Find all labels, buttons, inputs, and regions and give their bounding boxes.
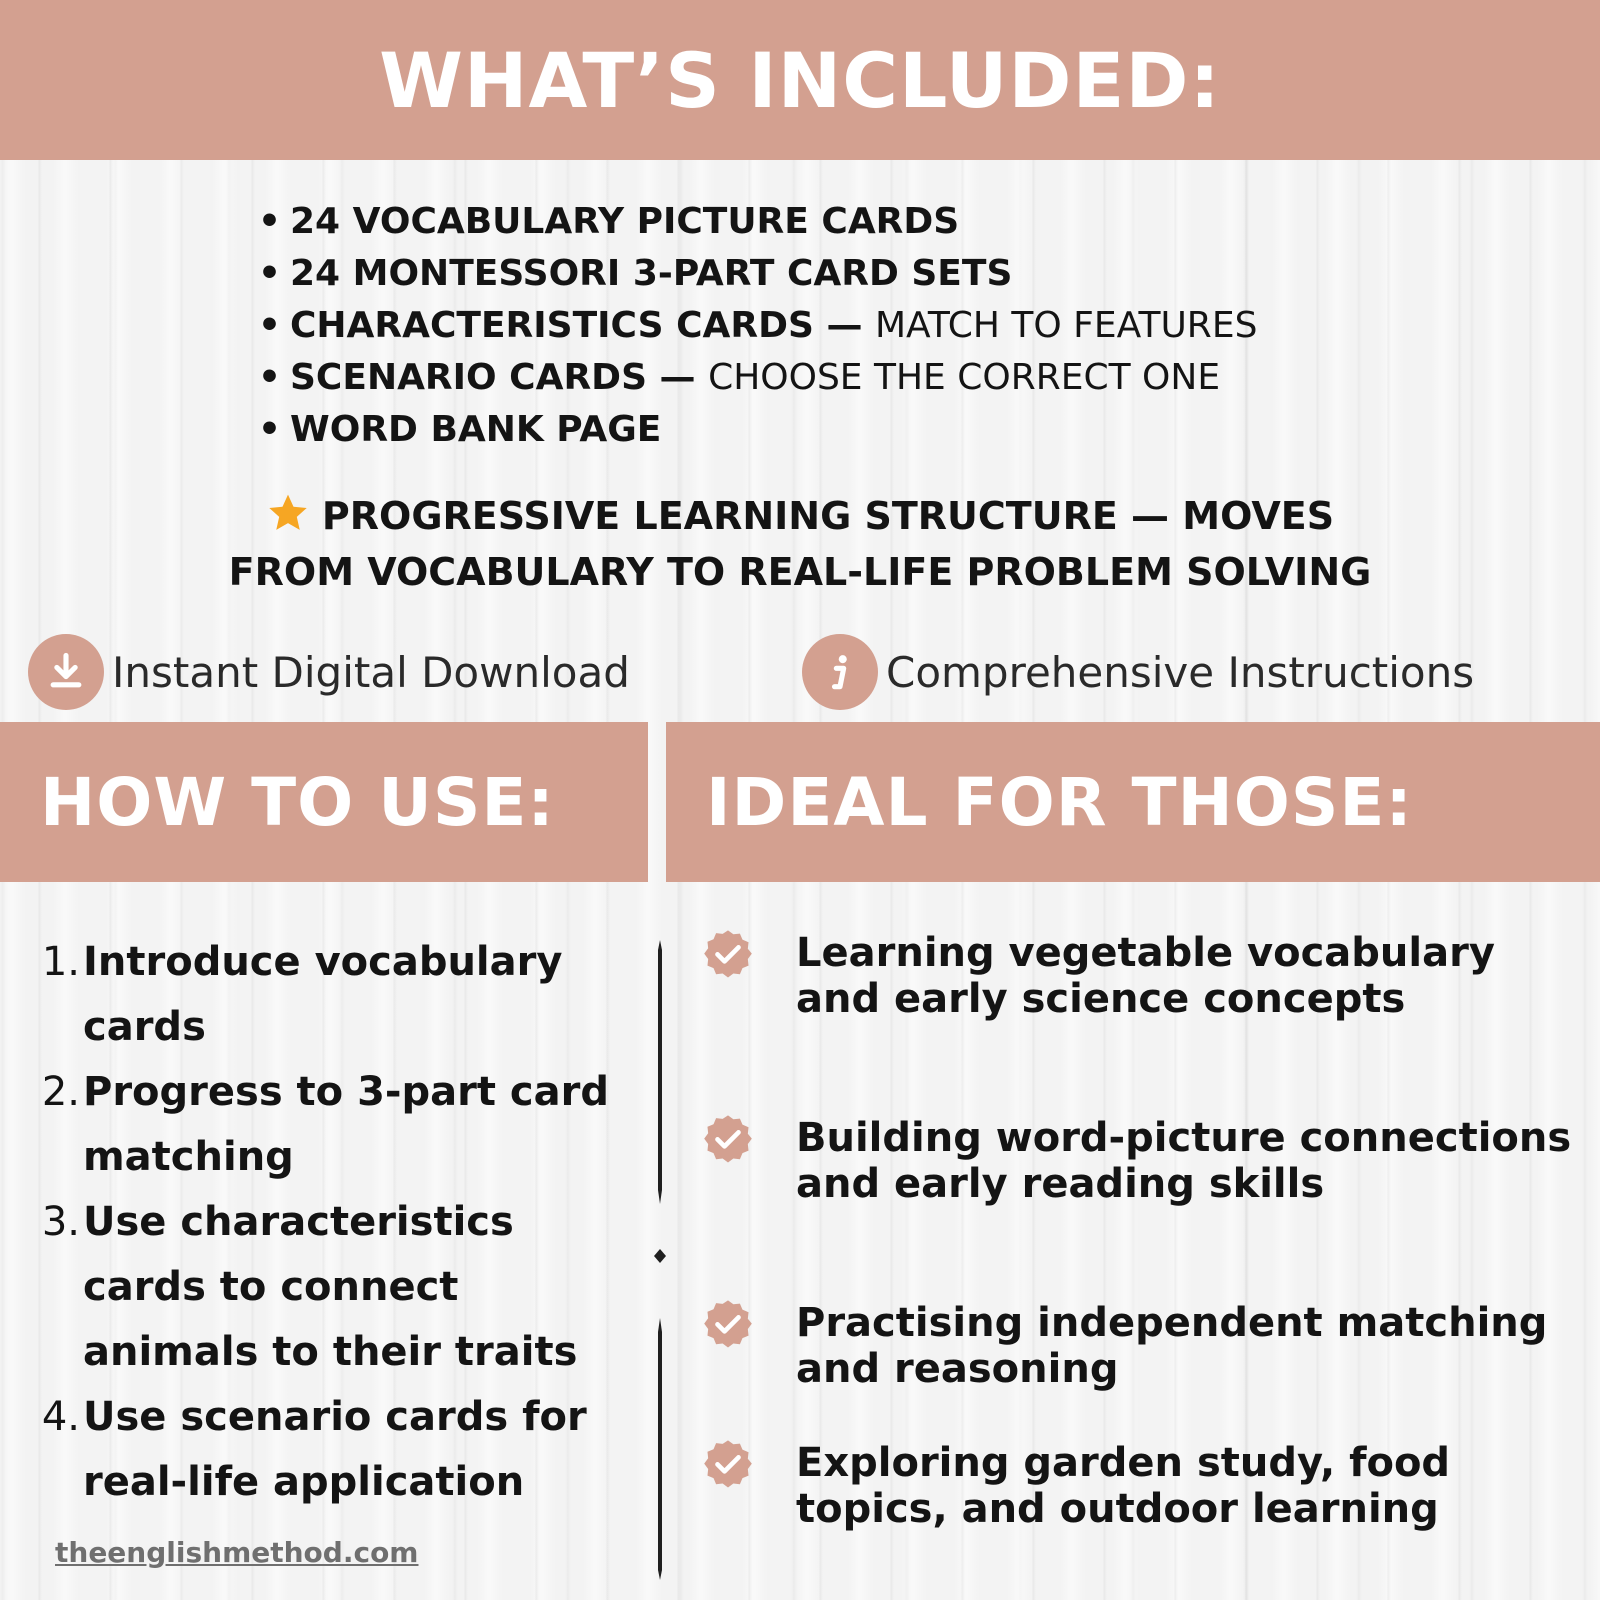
highlight-line-1: PROGRESSIVE LEARNING STRUCTURE — MOVES bbox=[0, 488, 1600, 544]
check-icon bbox=[700, 928, 756, 984]
check-icon bbox=[700, 1113, 756, 1169]
how-to-use-steps bbox=[30, 930, 630, 1515]
feature-label: Comprehensive Instructions bbox=[886, 647, 1475, 697]
list-item: • CHARACTERISTICS CARDS — MATCH TO FEATURES bbox=[258, 305, 1258, 346]
list-item: • 24 MONTESSORI 3-PART CARD SETS bbox=[258, 253, 1013, 294]
how-to-use-banner bbox=[0, 722, 648, 882]
star-icon bbox=[266, 491, 310, 535]
included-list bbox=[258, 196, 1257, 456]
highlight-line-2: FROM VOCABULARY TO REAL-LIFE PROBLEM SOLVING bbox=[228, 550, 1372, 594]
info-icon bbox=[802, 634, 878, 710]
section-title: HOW TO USE: bbox=[40, 763, 555, 841]
list-item: Learning vegetable vocabulary and early science concepts bbox=[700, 930, 1580, 1022]
check-icon bbox=[700, 1438, 756, 1494]
download-icon bbox=[28, 634, 104, 710]
list-item: 2. Progress to 3-part card matching bbox=[41, 1069, 609, 1180]
header-banner bbox=[0, 0, 1600, 160]
check-icon bbox=[700, 1298, 756, 1354]
page-title: WHAT’S INCLUDED: bbox=[379, 35, 1221, 125]
feature-label: Instant Digital Download bbox=[112, 647, 630, 697]
feature-instructions bbox=[802, 632, 1474, 712]
highlight-statement bbox=[0, 488, 1600, 600]
list-item: 4. Use scenario cards for real-life application bbox=[41, 1394, 587, 1505]
list-item: Building word-picture connections and early reading skills bbox=[700, 1115, 1580, 1207]
list-item: 3. Use characteristics cards to connect animals to their traits bbox=[41, 1199, 578, 1375]
list-item: • 24 VOCABULARY PICTURE CARDS bbox=[258, 201, 960, 242]
ideal-for-banner bbox=[666, 722, 1600, 882]
list-item: • SCENARIO CARDS — CHOOSE THE CORRECT ONE bbox=[258, 357, 1221, 398]
list-item: • WORD BANK PAGE bbox=[258, 409, 662, 450]
feature-download bbox=[28, 632, 630, 712]
list-item: Practising independent matching and reasoning bbox=[700, 1300, 1580, 1392]
list-item: 1. Introduce vocabulary cards bbox=[41, 939, 563, 1050]
website-link[interactable]: theenglishmethod.com bbox=[55, 1536, 419, 1569]
list-item: Exploring garden study, food topics, and outdoor learning bbox=[700, 1440, 1580, 1532]
column-divider bbox=[648, 940, 672, 1580]
section-title: IDEAL FOR THOSE: bbox=[706, 763, 1413, 841]
